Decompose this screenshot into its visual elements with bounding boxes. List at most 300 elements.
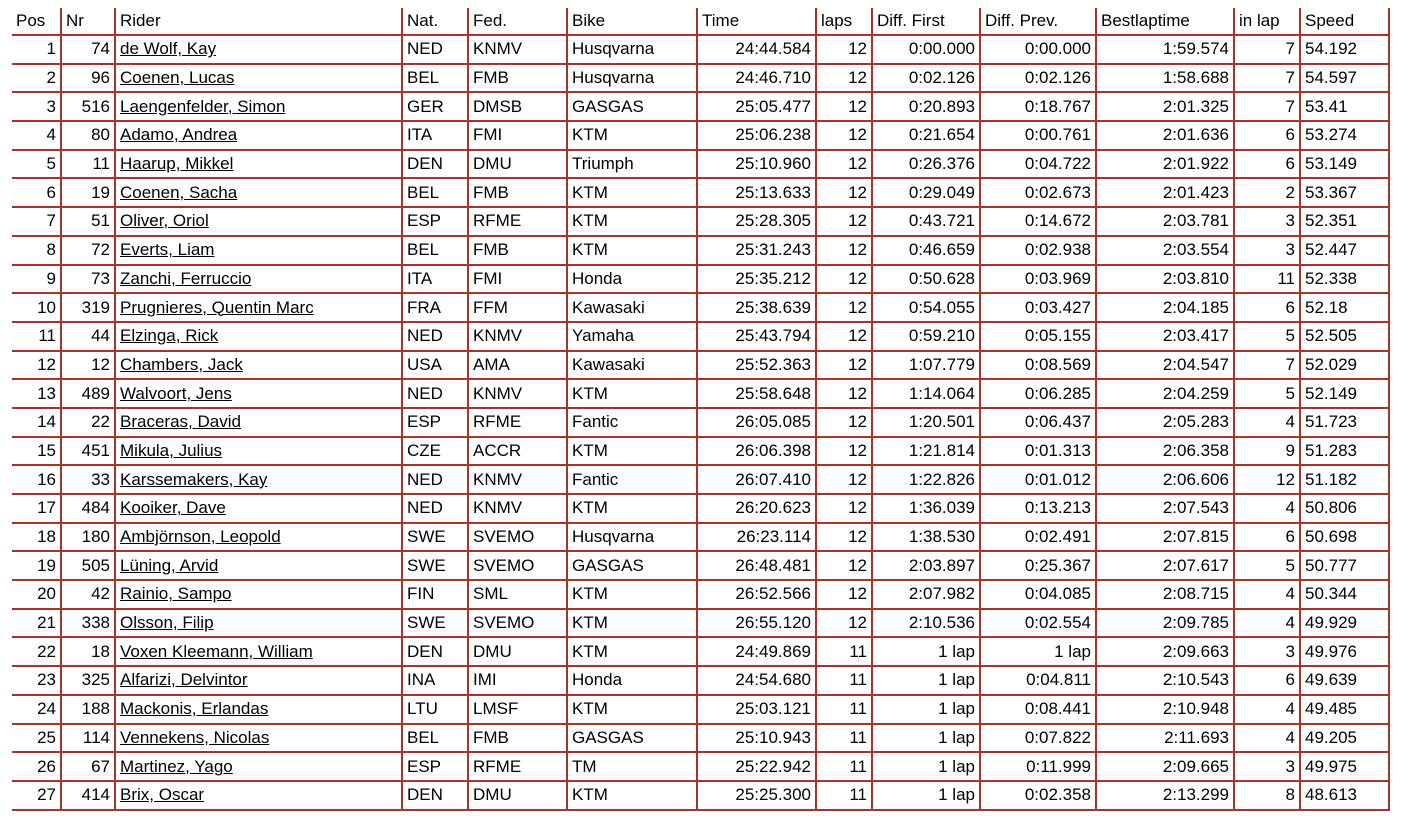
table-row: [12, 610, 1390, 639]
nat-cell: NED: [403, 323, 469, 352]
laps-cell: 11: [817, 782, 873, 811]
bestlaptime-cell: 2:10.948: [1097, 696, 1235, 725]
fed-cell: RFME: [469, 753, 568, 782]
laps-cell: 12: [817, 524, 873, 553]
nr-cell: 516: [62, 93, 116, 122]
bestlaptime-cell: 2:01.325: [1097, 93, 1235, 122]
rider-cell: [116, 524, 403, 553]
diff-prev-cell: 0:06.437: [981, 409, 1097, 438]
diff-prev-cell: 0:02.358: [981, 782, 1097, 811]
bike-cell: KTM: [568, 237, 698, 266]
bestlaptime-cell: 2:03.417: [1097, 323, 1235, 352]
diff-first-cell: 0:43.721: [873, 208, 981, 237]
nr-cell: 33: [62, 466, 116, 495]
rider-cell: [116, 581, 403, 610]
time-cell: 25:25.300: [698, 782, 817, 811]
nat-cell: BEL: [403, 65, 469, 94]
nat-cell: SWE: [403, 552, 469, 581]
rider-link[interactable]: Everts, Liam: [120, 240, 215, 260]
table-row: [12, 466, 1390, 495]
nat-cell: ESP: [403, 409, 469, 438]
nr-cell: 18: [62, 638, 116, 667]
diff-prev-cell: 0:02.126: [981, 65, 1097, 94]
in-lap-cell: 4: [1235, 581, 1301, 610]
rider-link[interactable]: Vennekens, Nicolas: [120, 727, 270, 747]
table-row: [12, 495, 1390, 524]
rider-link[interactable]: Kooiker, Dave: [120, 498, 226, 518]
diff-first-cell: 0:46.659: [873, 237, 981, 266]
nat-cell: DEN: [403, 151, 469, 180]
fed-cell: DMSB: [469, 93, 568, 122]
time-cell: 25:31.243: [698, 237, 817, 266]
table-row: [12, 438, 1390, 467]
fed-cell: KNMV: [469, 323, 568, 352]
header-nat: Nat.: [403, 8, 469, 36]
bestlaptime-cell: 2:03.810: [1097, 266, 1235, 295]
table-row: [12, 581, 1390, 610]
rider-cell: [116, 380, 403, 409]
bike-cell: Husqvarna: [568, 524, 698, 553]
rider-link[interactable]: Rainio, Sampo: [120, 584, 232, 604]
diff-first-cell: 1:21.814: [873, 438, 981, 467]
pos-cell: 12: [12, 352, 62, 381]
nr-cell: 44: [62, 323, 116, 352]
table-row: [12, 352, 1390, 381]
bike-cell: KTM: [568, 782, 698, 811]
pos-cell: 8: [12, 237, 62, 266]
bike-cell: KTM: [568, 208, 698, 237]
bestlaptime-cell: 2:07.617: [1097, 552, 1235, 581]
rider-cell: [116, 466, 403, 495]
bike-cell: GASGAS: [568, 93, 698, 122]
time-cell: 26:20.623: [698, 495, 817, 524]
pos-cell: 21: [12, 610, 62, 639]
diff-first-cell: 0:02.126: [873, 65, 981, 94]
table-row: [12, 208, 1390, 237]
fed-cell: KNMV: [469, 466, 568, 495]
laps-cell: 12: [817, 352, 873, 381]
bike-cell: Fantic: [568, 409, 698, 438]
nr-cell: 22: [62, 409, 116, 438]
rider-cell: [116, 552, 403, 581]
nr-cell: 42: [62, 581, 116, 610]
rider-link[interactable]: Oliver, Oriol: [120, 211, 209, 231]
speed-cell: 52.447: [1301, 237, 1390, 266]
diff-prev-cell: 0:18.767: [981, 93, 1097, 122]
rider-link[interactable]: Voxen Kleemann, William: [120, 641, 313, 661]
speed-cell: 53.274: [1301, 122, 1390, 151]
speed-cell: 49.485: [1301, 696, 1390, 725]
time-cell: 25:22.942: [698, 753, 817, 782]
nr-cell: 19: [62, 179, 116, 208]
bestlaptime-cell: 2:04.185: [1097, 294, 1235, 323]
nr-cell: 489: [62, 380, 116, 409]
pos-cell: 6: [12, 179, 62, 208]
laps-cell: 12: [817, 266, 873, 295]
bike-cell: Husqvarna: [568, 36, 698, 65]
fed-cell: SVEMO: [469, 552, 568, 581]
table-row: [12, 782, 1390, 811]
rider-cell: [116, 782, 403, 811]
diff-prev-cell: 0:03.969: [981, 266, 1097, 295]
rider-link[interactable]: Mikula, Julius: [120, 440, 223, 460]
header-in-lap: in lap: [1235, 8, 1301, 36]
rider-cell: [116, 122, 403, 151]
nat-cell: ESP: [403, 753, 469, 782]
rider-cell: [116, 438, 403, 467]
diff-first-cell: 1:36.039: [873, 495, 981, 524]
rider-link[interactable]: Olsson, Filip: [120, 613, 214, 633]
rider-cell: [116, 93, 403, 122]
rider-link[interactable]: Coenen, Sacha: [120, 182, 238, 202]
rider-link[interactable]: Laengenfelder, Simon: [120, 96, 286, 116]
laps-cell: 12: [817, 380, 873, 409]
fed-cell: FMB: [469, 237, 568, 266]
bike-cell: GASGAS: [568, 725, 698, 754]
speed-cell: 49.976: [1301, 638, 1390, 667]
table-row: [12, 151, 1390, 180]
nat-cell: DEN: [403, 638, 469, 667]
table-row: [12, 93, 1390, 122]
laps-cell: 12: [817, 179, 873, 208]
bestlaptime-cell: 2:03.781: [1097, 208, 1235, 237]
speed-cell: 48.613: [1301, 782, 1390, 811]
bike-cell: GASGAS: [568, 552, 698, 581]
speed-cell: 51.182: [1301, 466, 1390, 495]
bestlaptime-cell: 2:01.423: [1097, 179, 1235, 208]
table-row: [12, 552, 1390, 581]
in-lap-cell: 7: [1235, 36, 1301, 65]
laps-cell: 12: [817, 93, 873, 122]
fed-cell: DMU: [469, 782, 568, 811]
nat-cell: CZE: [403, 438, 469, 467]
rider-cell: [116, 323, 403, 352]
bestlaptime-cell: 2:13.299: [1097, 782, 1235, 811]
speed-cell: 54.597: [1301, 65, 1390, 94]
in-lap-cell: 8: [1235, 782, 1301, 811]
nr-cell: 73: [62, 266, 116, 295]
rider-link[interactable]: Ambjörnson, Leopold: [120, 527, 281, 547]
rider-link[interactable]: Coenen, Lucas: [120, 68, 235, 88]
time-cell: 26:23.114: [698, 524, 817, 553]
rider-cell: [116, 151, 403, 180]
in-lap-cell: 11: [1235, 266, 1301, 295]
diff-prev-cell: 0:06.285: [981, 380, 1097, 409]
laps-cell: 12: [817, 581, 873, 610]
rider-link[interactable]: Brix, Oscar: [120, 785, 205, 805]
pos-cell: 11: [12, 323, 62, 352]
fed-cell: FMB: [469, 65, 568, 94]
rider-cell: [116, 266, 403, 295]
header-bike: Bike: [568, 8, 698, 36]
rider-cell: [116, 65, 403, 94]
laps-cell: 12: [817, 237, 873, 266]
fed-cell: DMU: [469, 638, 568, 667]
fed-cell: KNMV: [469, 380, 568, 409]
pos-cell: 13: [12, 380, 62, 409]
nat-cell: BEL: [403, 725, 469, 754]
in-lap-cell: 3: [1235, 753, 1301, 782]
laps-cell: 12: [817, 552, 873, 581]
fed-cell: SVEMO: [469, 610, 568, 639]
fed-cell: RFME: [469, 409, 568, 438]
diff-first-cell: 0:54.055: [873, 294, 981, 323]
speed-cell: 50.777: [1301, 552, 1390, 581]
diff-first-cell: 1 lap: [873, 638, 981, 667]
bestlaptime-cell: 2:06.606: [1097, 466, 1235, 495]
diff-first-cell: 2:03.897: [873, 552, 981, 581]
speed-cell: 50.806: [1301, 495, 1390, 524]
pos-cell: 9: [12, 266, 62, 295]
bike-cell: KTM: [568, 581, 698, 610]
time-cell: 24:49.869: [698, 638, 817, 667]
rider-link[interactable]: Karssemakers, Kay: [120, 469, 268, 489]
pos-cell: 16: [12, 466, 62, 495]
nr-cell: 11: [62, 151, 116, 180]
in-lap-cell: 9: [1235, 438, 1301, 467]
table-row: [12, 409, 1390, 438]
speed-cell: 52.029: [1301, 352, 1390, 381]
nr-cell: 451: [62, 438, 116, 467]
diff-first-cell: 1:22.826: [873, 466, 981, 495]
fed-cell: KNMV: [469, 495, 568, 524]
bike-cell: KTM: [568, 380, 698, 409]
diff-prev-cell: 0:11.999: [981, 753, 1097, 782]
time-cell: 25:28.305: [698, 208, 817, 237]
in-lap-cell: 12: [1235, 466, 1301, 495]
rider-link[interactable]: Elzinga, Rick: [120, 326, 219, 346]
diff-first-cell: 0:29.049: [873, 179, 981, 208]
header-fed: Fed.: [469, 8, 568, 36]
diff-prev-cell: 0:02.673: [981, 179, 1097, 208]
rider-link[interactable]: Chambers, Jack: [120, 354, 243, 374]
diff-prev-cell: 0:08.441: [981, 696, 1097, 725]
bike-cell: KTM: [568, 122, 698, 151]
bike-cell: Husqvarna: [568, 65, 698, 94]
diff-prev-cell: 0:07.822: [981, 725, 1097, 754]
nr-cell: 96: [62, 65, 116, 94]
header-laps: laps: [817, 8, 873, 36]
laps-cell: 11: [817, 725, 873, 754]
rider-cell: [116, 667, 403, 696]
rider-link[interactable]: Walvoort, Jens: [120, 383, 232, 403]
table-row: [12, 667, 1390, 696]
in-lap-cell: 6: [1235, 151, 1301, 180]
pos-cell: 10: [12, 294, 62, 323]
diff-prev-cell: 0:04.085: [981, 581, 1097, 610]
fed-cell: SML: [469, 581, 568, 610]
rider-cell: [116, 409, 403, 438]
laps-cell: 12: [817, 294, 873, 323]
in-lap-cell: 5: [1235, 552, 1301, 581]
table-row: [12, 294, 1390, 323]
time-cell: 25:52.363: [698, 352, 817, 381]
diff-prev-cell: 0:02.938: [981, 237, 1097, 266]
laps-cell: 12: [817, 323, 873, 352]
speed-cell: 50.698: [1301, 524, 1390, 553]
speed-cell: 53.149: [1301, 151, 1390, 180]
bike-cell: KTM: [568, 179, 698, 208]
pos-cell: 19: [12, 552, 62, 581]
diff-first-cell: 1 lap: [873, 696, 981, 725]
nat-cell: SWE: [403, 610, 469, 639]
header-rider: Rider: [116, 8, 403, 36]
pos-cell: 1: [12, 36, 62, 65]
diff-first-cell: 1 lap: [873, 753, 981, 782]
table-row: [12, 380, 1390, 409]
nr-cell: 319: [62, 294, 116, 323]
in-lap-cell: 4: [1235, 495, 1301, 524]
header-time: Time: [698, 8, 817, 36]
diff-first-cell: 0:00.000: [873, 36, 981, 65]
bestlaptime-cell: 2:04.259: [1097, 380, 1235, 409]
laps-cell: 11: [817, 638, 873, 667]
table-row: [12, 65, 1390, 94]
time-cell: 26:48.481: [698, 552, 817, 581]
in-lap-cell: 6: [1235, 524, 1301, 553]
bike-cell: Honda: [568, 667, 698, 696]
laps-cell: 11: [817, 667, 873, 696]
in-lap-cell: 5: [1235, 323, 1301, 352]
rider-cell: [116, 208, 403, 237]
rider-cell: [116, 495, 403, 524]
speed-cell: 49.639: [1301, 667, 1390, 696]
laps-cell: 12: [817, 466, 873, 495]
rider-cell: [116, 696, 403, 725]
nr-cell: 72: [62, 237, 116, 266]
pos-cell: 20: [12, 581, 62, 610]
diff-prev-cell: 0:02.491: [981, 524, 1097, 553]
table-row: [12, 179, 1390, 208]
pos-cell: 27: [12, 782, 62, 811]
rider-link[interactable]: Martinez, Yago: [120, 756, 233, 776]
diff-prev-cell: 0:01.313: [981, 438, 1097, 467]
table-row: [12, 237, 1390, 266]
nr-cell: 12: [62, 352, 116, 381]
pos-cell: 22: [12, 638, 62, 667]
bike-cell: Yamaha: [568, 323, 698, 352]
pos-cell: 18: [12, 524, 62, 553]
diff-first-cell: 1:07.779: [873, 352, 981, 381]
nat-cell: BEL: [403, 179, 469, 208]
header-row: [12, 8, 1390, 36]
rider-link[interactable]: de Wolf, Kay: [120, 39, 217, 59]
diff-first-cell: 1 lap: [873, 782, 981, 811]
speed-cell: 49.205: [1301, 725, 1390, 754]
in-lap-cell: 5: [1235, 380, 1301, 409]
nr-cell: 338: [62, 610, 116, 639]
nr-cell: 80: [62, 122, 116, 151]
laps-cell: 12: [817, 409, 873, 438]
diff-prev-cell: 0:04.722: [981, 151, 1097, 180]
nr-cell: 180: [62, 524, 116, 553]
nat-cell: DEN: [403, 782, 469, 811]
diff-first-cell: 1 lap: [873, 725, 981, 754]
fed-cell: AMA: [469, 352, 568, 381]
pos-cell: 25: [12, 725, 62, 754]
diff-first-cell: 1 lap: [873, 667, 981, 696]
rider-link[interactable]: Haarup, Mikkel: [120, 154, 234, 174]
rider-cell: [116, 725, 403, 754]
bike-cell: KTM: [568, 638, 698, 667]
table-row: [12, 122, 1390, 151]
rider-cell: [116, 352, 403, 381]
bike-cell: KTM: [568, 495, 698, 524]
speed-cell: 52.351: [1301, 208, 1390, 237]
fed-cell: FFM: [469, 294, 568, 323]
diff-prev-cell: 0:08.569: [981, 352, 1097, 381]
pos-cell: 17: [12, 495, 62, 524]
time-cell: 26:52.566: [698, 581, 817, 610]
speed-cell: 52.505: [1301, 323, 1390, 352]
in-lap-cell: 3: [1235, 208, 1301, 237]
table-row: [12, 696, 1390, 725]
rider-link[interactable]: Prugnieres, Quentin Marc: [120, 297, 314, 317]
diff-prev-cell: 0:25.367: [981, 552, 1097, 581]
rider-link[interactable]: Mackonis, Erlandas: [120, 699, 269, 719]
time-cell: 25:10.943: [698, 725, 817, 754]
in-lap-cell: 7: [1235, 352, 1301, 381]
speed-cell: 51.283: [1301, 438, 1390, 467]
nat-cell: ESP: [403, 208, 469, 237]
rider-link[interactable]: Adamo, Andrea: [120, 125, 238, 145]
speed-cell: 52.18: [1301, 294, 1390, 323]
speed-cell: 50.344: [1301, 581, 1390, 610]
nat-cell: FRA: [403, 294, 469, 323]
rider-link[interactable]: Zanchi, Ferruccio: [120, 268, 252, 288]
bestlaptime-cell: 2:09.665: [1097, 753, 1235, 782]
diff-first-cell: 1:20.501: [873, 409, 981, 438]
time-cell: 26:07.410: [698, 466, 817, 495]
rider-cell: [116, 638, 403, 667]
rider-link[interactable]: Alfarizi, Delvintor: [120, 670, 248, 690]
rider-cell: [116, 179, 403, 208]
nat-cell: SWE: [403, 524, 469, 553]
diff-first-cell: 0:59.210: [873, 323, 981, 352]
time-cell: 26:05.085: [698, 409, 817, 438]
table-row: [12, 524, 1390, 553]
in-lap-cell: 4: [1235, 409, 1301, 438]
bestlaptime-cell: 1:58.688: [1097, 65, 1235, 94]
laps-cell: 12: [817, 65, 873, 94]
pos-cell: 2: [12, 65, 62, 94]
bestlaptime-cell: 2:04.547: [1097, 352, 1235, 381]
time-cell: 24:46.710: [698, 65, 817, 94]
fed-cell: IMI: [469, 667, 568, 696]
nat-cell: ITA: [403, 266, 469, 295]
nr-cell: 325: [62, 667, 116, 696]
nat-cell: NED: [403, 380, 469, 409]
rider-cell: [116, 237, 403, 266]
in-lap-cell: 7: [1235, 65, 1301, 94]
fed-cell: FMB: [469, 725, 568, 754]
fed-cell: SVEMO: [469, 524, 568, 553]
nat-cell: BEL: [403, 237, 469, 266]
diff-first-cell: 0:50.628: [873, 266, 981, 295]
rider-link[interactable]: Braceras, David: [120, 412, 241, 432]
table-row: [12, 323, 1390, 352]
time-cell: 25:38.639: [698, 294, 817, 323]
speed-cell: 53.41: [1301, 93, 1390, 122]
time-cell: 25:58.648: [698, 380, 817, 409]
rider-link[interactable]: Lüning, Arvid: [120, 555, 219, 575]
pos-cell: 7: [12, 208, 62, 237]
speed-cell: 52.338: [1301, 266, 1390, 295]
speed-cell: 49.975: [1301, 753, 1390, 782]
nat-cell: NED: [403, 495, 469, 524]
time-cell: 26:55.120: [698, 610, 817, 639]
table-row: [12, 638, 1390, 667]
